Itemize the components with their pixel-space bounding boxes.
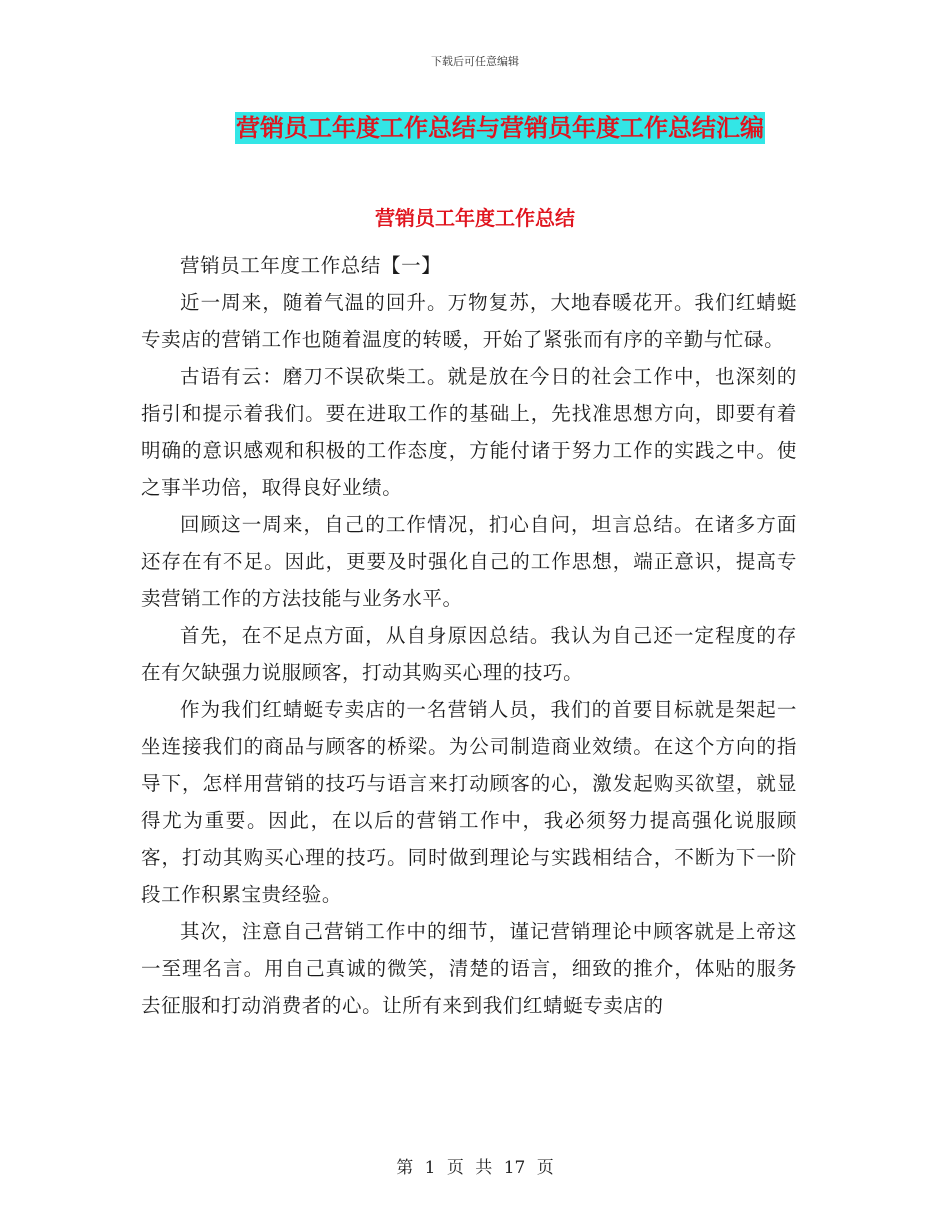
paragraph: 作为我们红蜻蜓专卖店的一名营销人员，我们的首要目标就是架起一坐连接我们的商品与顾客的桥梁。为公司制造商业效绩。在这个方向的指导下，怎样用营销的技巧与语言来打动顾客的心，激发起购买欲望，就显得尤为重要。因此，在以后的营销工作中，我必须努力提高强化说服顾客，打动其购买心理的技巧。同时做到理论与实践相结合，不断为下一阶段工作积累宝贵经验。 [141, 698, 797, 906]
page-footer: 第 1 页 共 17 页 [396, 1158, 554, 1178]
paragraph: 其次，注意自己营销工作中的细节，谨记营销理论中顾客就是上帝这一至理名言。用自己真诚的微笑，清楚的语言，细致的推介，体贴的服务去征服和打动消费者的心。让所有来到我们红蜻蜓专卖店的 [141, 920, 797, 1017]
main-title: 营销员工年度工作总结与营销员年度工作总结汇编 [236, 114, 764, 142]
header-note: 下载后可任意编辑 [431, 55, 519, 68]
paragraph: 回顾这一周来，自己的工作情况，扪心自问，坦言总结。在诸多方面还存在有不足。因此，更要及时强化自己的工作思想，端正意识，提高专卖营销工作的方法技能与业务水平。 [141, 513, 797, 610]
paragraph: 首先，在不足点方面，从自身原因总结。我认为自己还一定程度的存在有欠缺强力说服顾客，打动其购买心理的技巧。 [141, 624, 797, 684]
paragraph: 近一周来，随着气温的回升。万物复苏，大地春暖花开。我们红蜻蜓专卖店的营销工作也随着温度的转暖，开始了紧张而有序的辛勤与忙碌。 [141, 291, 797, 351]
paragraph: 古语有云：磨刀不误砍柴工。就是放在今日的社会工作中，也深刻的指引和提示着我们。要在进取工作的基础上，先找准思想方向，即要有着明确的意识感观和积极的工作态度，方能付诸于努力工作的实践之中。使之事半功倍，取得良好业绩。 [141, 365, 797, 499]
main-title-container [0, 112, 950, 144]
section-heading: 营销员工年度工作总结【一】 [180, 254, 442, 277]
sub-title: 营销员工年度工作总结 [375, 206, 575, 230]
document-body [141, 247, 797, 1024]
